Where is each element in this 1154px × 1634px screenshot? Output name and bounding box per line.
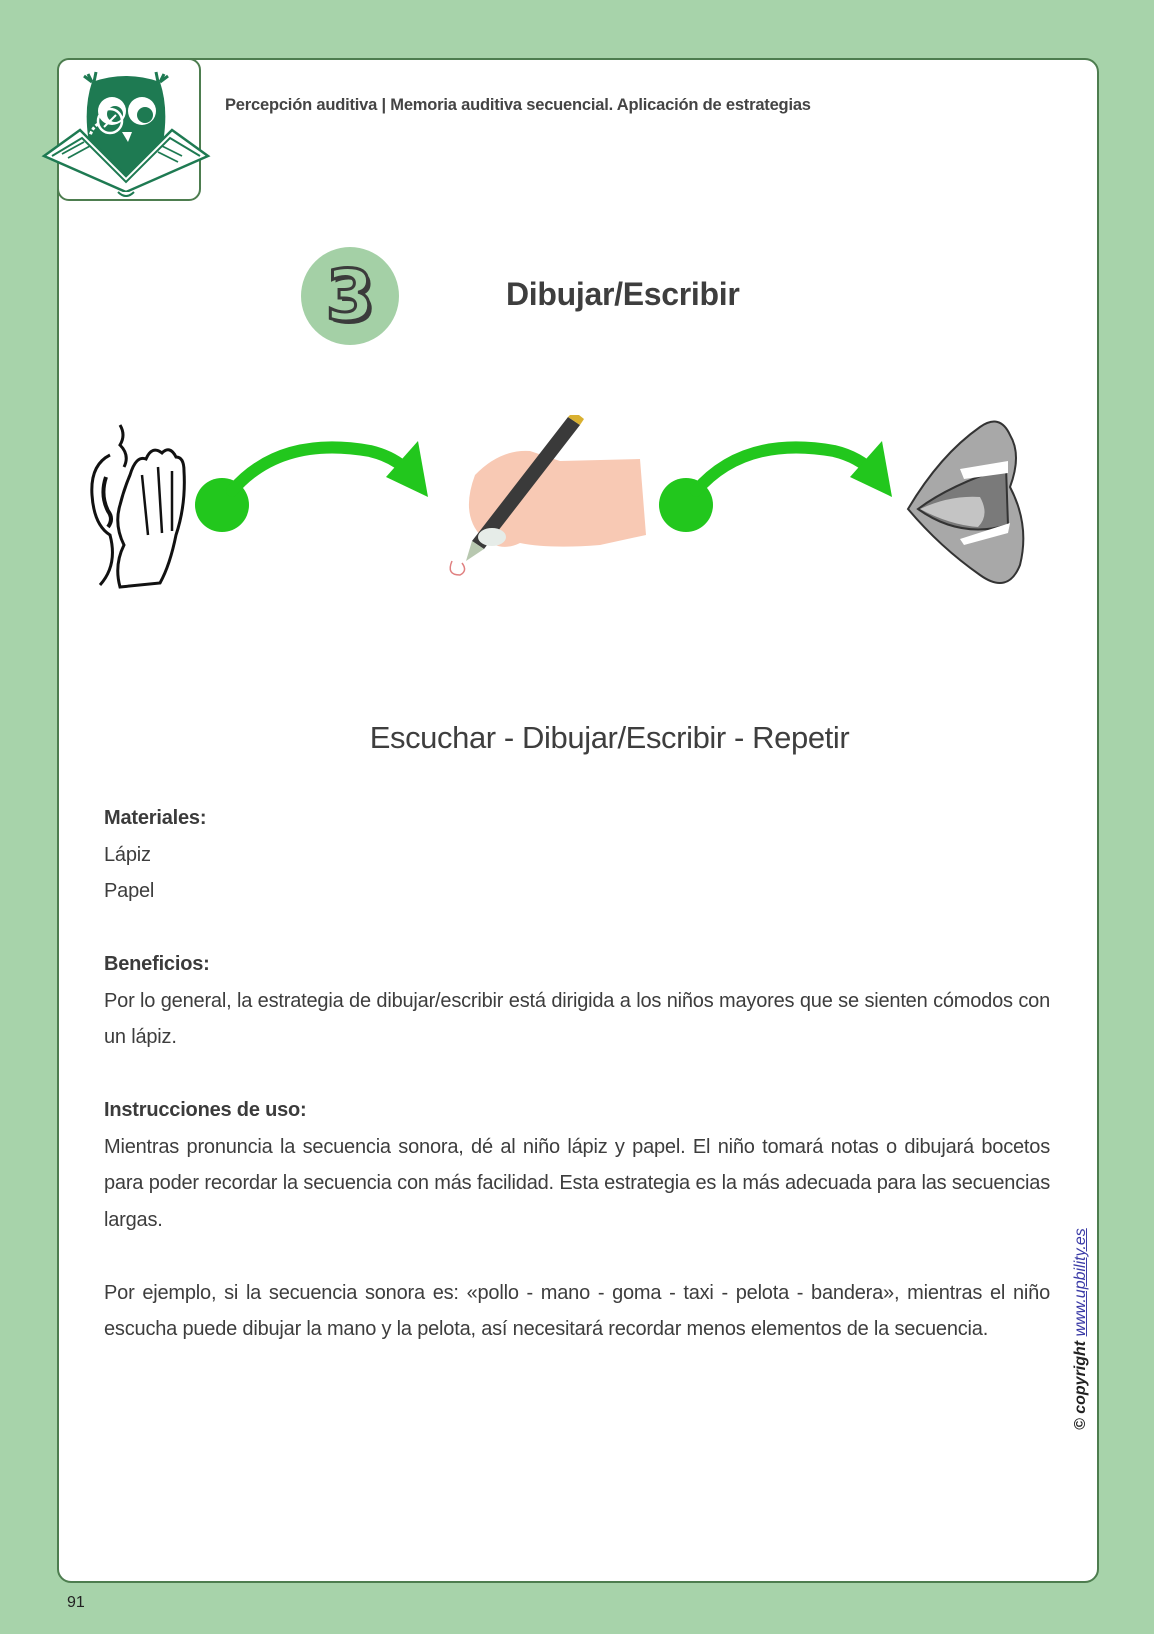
beneficios-heading: Beneficios: xyxy=(104,953,210,975)
beneficios-text: Por lo general, la estrategia de dibujar/escribir está dirigida a los niños mayores que se sienten cómodos con un lápiz. xyxy=(104,989,1050,1048)
example-text: Por ejemplo, si la secuencia sonora es: «pollo - mano - goma - taxi - pelota - bandera», mientras el niño escucha puede dibujar la mano y la pelota, así necesitará recordar menos elementos de la secuencia. xyxy=(104,1281,1050,1340)
copyright-label: © copyright xyxy=(1072,1340,1089,1430)
instrucciones-text: Mientras pronuncia la secuencia sonora, dé al niño lápiz y papel. El niño tomará notas o dibujará bocetos para poder recordar la secuencia con más facilidad. Esta estrategia es la más adecuada para las secuencias largas. xyxy=(104,1135,1050,1231)
open-mouth-icon xyxy=(908,422,1023,583)
hand-writing-pencil-icon xyxy=(450,415,646,575)
green-arrow-icon xyxy=(195,441,428,532)
material-item: Lápiz xyxy=(104,843,151,866)
material-item: Papel xyxy=(104,880,155,902)
step-number-badge xyxy=(301,247,399,345)
green-arrow-icon xyxy=(659,441,892,532)
breadcrumb: Percepción auditiva | Memoria auditiva secuencial. Aplicación de estrategias xyxy=(225,96,811,114)
document-body xyxy=(104,800,1050,1348)
page-number: 91 xyxy=(67,1594,85,1611)
strategy-illustration xyxy=(80,415,1040,605)
materiales-heading: Materiales: xyxy=(104,807,207,829)
page-title: Dibujar/Escribir xyxy=(506,276,740,312)
step-number: 3 xyxy=(325,255,375,337)
strategy-subtitle: Escuchar - Dibujar/Escribir - Repetir xyxy=(369,720,850,755)
instrucciones-heading: Instrucciones de uso: xyxy=(104,1099,307,1121)
owl-reading-book-logo-icon xyxy=(40,66,212,206)
ear-listening-icon xyxy=(92,425,185,587)
upbility-link[interactable]: www.upbility.es xyxy=(1072,1228,1089,1337)
copyright-notice xyxy=(1072,1228,1090,1430)
